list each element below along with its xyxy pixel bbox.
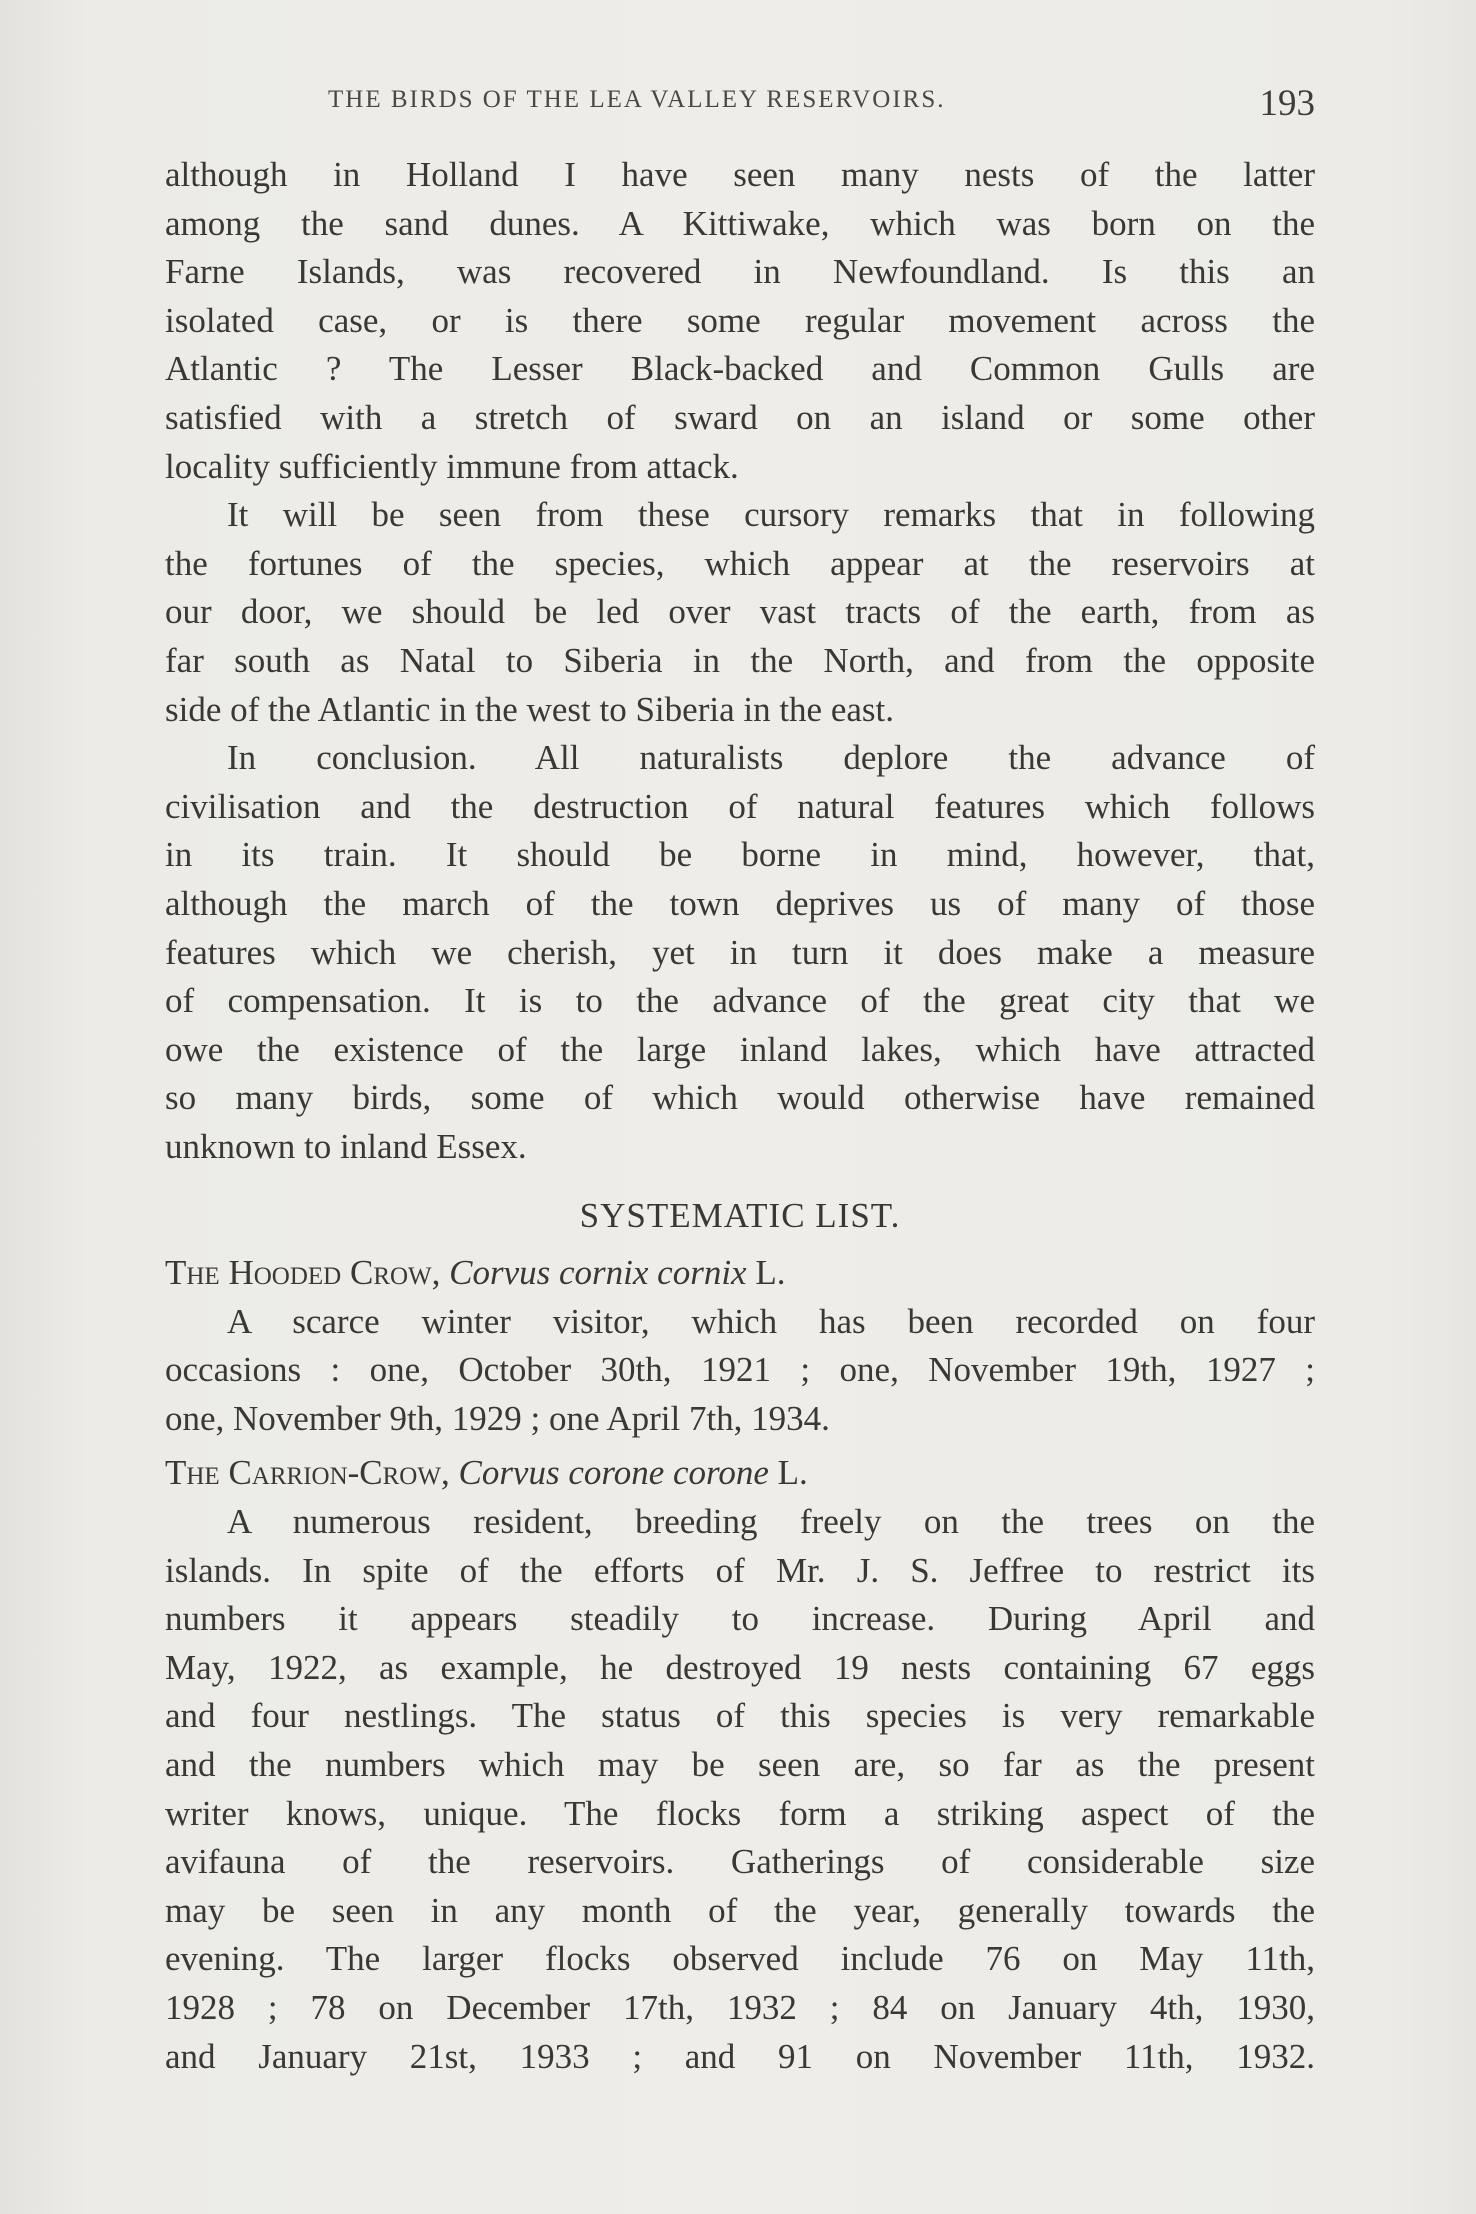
species-common-name: The Hooded Crow, bbox=[165, 1253, 441, 1293]
text-line: avifauna of the reservoirs. Gatherings of considerable size bbox=[165, 1842, 1315, 1882]
species-scientific-name: Corvus corone corone bbox=[458, 1453, 769, 1493]
text-line: one, November 9th, 1929 ; one April 7th, 1934. bbox=[165, 1398, 830, 1438]
text-line: far south as Natal to Siberia in the North, and from the opposite bbox=[165, 640, 1315, 680]
section-heading: SYSTEMATIC LIST. bbox=[579, 1196, 901, 1236]
text-line: evening. The larger flocks observed include 76 on May 11th, bbox=[165, 1939, 1315, 1979]
species-common-name: The Carrion-Crow, bbox=[165, 1453, 450, 1493]
text-line: although in Holland I have seen many nests of the latter bbox=[165, 155, 1315, 194]
species-heading-carrion-crow bbox=[165, 1449, 1315, 1498]
text-line: so many birds, some of which would otherwise have remained bbox=[165, 1078, 1315, 1118]
text-line: in its train. It should be borne in mind, however, that, bbox=[165, 835, 1315, 875]
text-line: owe the existence of the large inland lakes, which have attracted bbox=[165, 1029, 1315, 1069]
text-line: civilisation and the destruction of natural features which follows bbox=[165, 786, 1315, 826]
text-line: It will be seen from these cursory remarks that in following bbox=[227, 495, 1315, 535]
text-line: Atlantic ? The Lesser Black-backed and Common Gulls are bbox=[165, 349, 1315, 389]
text-line: the fortunes of the species, which appear at the reservoirs at bbox=[165, 543, 1315, 583]
text-line: features which we cherish, yet in turn it does make a measure bbox=[165, 932, 1315, 972]
species-authority: L. bbox=[777, 1453, 808, 1493]
text-line: isolated case, or is there some regular movement across the bbox=[165, 300, 1315, 340]
paragraph-gulls bbox=[165, 151, 1315, 491]
paragraph-fortunes bbox=[165, 491, 1315, 734]
text-line: 1928 ; 78 on December 17th, 1932 ; 84 on January 4th, 1930, bbox=[165, 1987, 1315, 2027]
species-scientific-name: Corvus cornix cornix bbox=[449, 1253, 747, 1293]
text-line: and the numbers which may be seen are, so far as the present bbox=[165, 1745, 1315, 1784]
text-line: In conclusion. All naturalists deplore the advance of bbox=[227, 738, 1315, 778]
text-line: satisfied with a stretch of sward on an island or some other bbox=[165, 397, 1315, 437]
text-line: our door, we should be led over vast tracts of the earth, from as bbox=[165, 592, 1315, 632]
running-head bbox=[165, 82, 1315, 122]
page-number: 193 bbox=[1259, 83, 1315, 124]
text-line: A numerous resident, breeding freely on the trees on the bbox=[227, 1502, 1315, 1542]
text-line: side of the Atlantic in the west to Siberia in the east. bbox=[165, 689, 895, 729]
text-line: unknown to inland Essex. bbox=[165, 1126, 527, 1166]
text-line: although the march of the town deprives us of many of those bbox=[165, 883, 1315, 923]
text-line: writer knows, unique. The flocks form a striking aspect of the bbox=[165, 1793, 1315, 1833]
text-line: locality sufficiently immune from attack. bbox=[165, 446, 739, 486]
running-title: THE BIRDS OF THE LEA VALLEY RESERVOIRS. bbox=[328, 86, 946, 113]
species-account-carrion-crow bbox=[165, 1498, 1315, 2081]
text-line: Farne Islands, was recovered in Newfoundland. Is this an bbox=[165, 252, 1315, 292]
text-line: and January 21st, 1933 ; and 91 on November 11th, 1932. bbox=[165, 2036, 1315, 2076]
species-heading-hooded-crow bbox=[165, 1249, 1315, 1298]
body-text bbox=[165, 151, 1315, 2081]
text-line: A scarce winter visitor, which has been recorded on four bbox=[227, 1301, 1315, 1341]
text-line: occasions : one, October 30th, 1921 ; one, November 19th, 1927 ; bbox=[165, 1350, 1315, 1390]
text-line: of compensation. It is to the advance of the great city that we bbox=[165, 981, 1315, 1021]
species-authority: L. bbox=[755, 1253, 786, 1293]
text-line: islands. In spite of the efforts of Mr. J. S. Jeffree to restrict its bbox=[165, 1550, 1315, 1590]
text-line: among the sand dunes. A Kittiwake, which was born on the bbox=[165, 203, 1315, 243]
text-line: numbers it appears steadily to increase. During April and bbox=[165, 1599, 1315, 1639]
text-line: and four nestlings. The status of this species is very remarkable bbox=[165, 1696, 1315, 1736]
species-account-hooded-crow bbox=[165, 1298, 1315, 1444]
paragraph-conclusion bbox=[165, 734, 1315, 1171]
text-line: may be seen in any month of the year, generally towards the bbox=[165, 1890, 1315, 1930]
text-line: May, 1922, as example, he destroyed 19 nests containing 67 eggs bbox=[165, 1647, 1315, 1687]
